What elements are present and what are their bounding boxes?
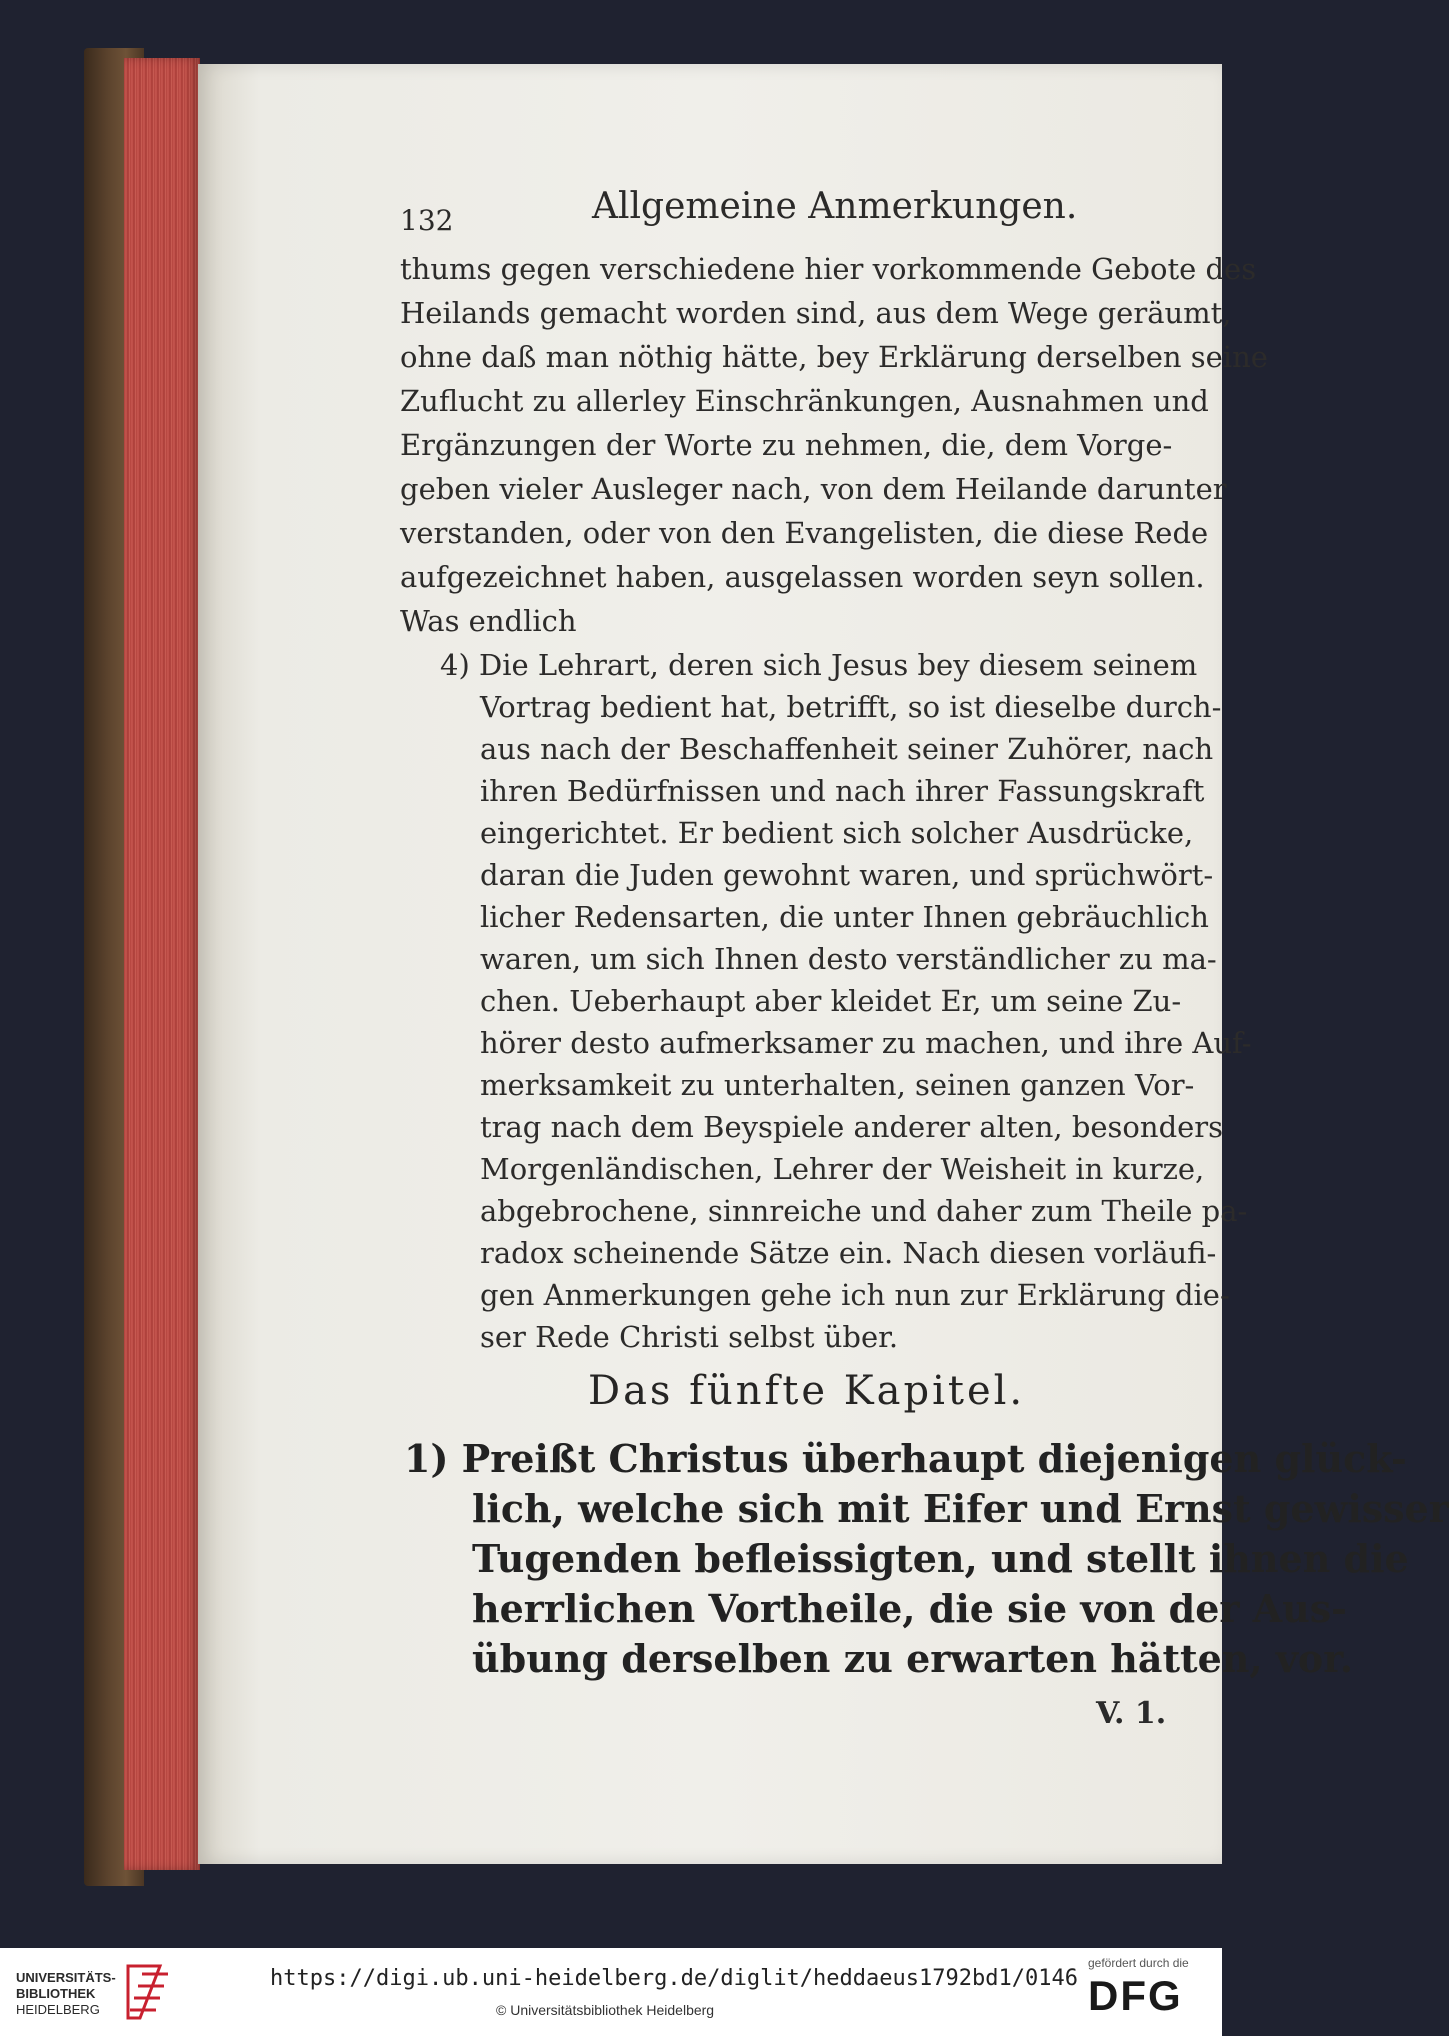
text-line: verstanden, oder von den Evangelisten, die diese Rede [400,516,1209,550]
text-line: 4) Die Lehrart, deren sich Jesus bey diesem seinem [440,648,1198,682]
funding-note: gefördert durch die [1088,1956,1189,1970]
text-line: aufgezeichnet haben, ausgelassen worden seyn sollen. [400,560,1205,594]
text-line: Vortrag bedient hat, betrifft, so ist dieselbe durch- [480,690,1222,724]
text-line: eingerichtet. Er bedient sich solcher Ausdrücke, [480,816,1194,850]
logo-line: HEIDELBERG [16,2002,100,2017]
text-line: ohne daß man nöthig hätte, bey Erklärung derselben seine [400,340,1268,374]
catchword: V. 1. [1096,1696,1167,1731]
text-line: Heilands gemacht worden sind, aus dem Wege geräumt, [400,296,1232,330]
library-emblem-icon [122,1964,176,2020]
text-line: Zuflucht zu allerley Einschränkungen, Ausnahmen und [400,384,1209,418]
text-line: Was endlich [400,604,577,638]
text-line: übung derselben zu erwarten hätten, vor. [472,1636,1354,1681]
logo-line: UNIVERSITÄTS- [16,1970,116,1985]
library-logo[interactable] [16,1962,176,2022]
dfg-logo[interactable]: DFG [1088,1972,1183,2019]
page-number: 132 [400,204,454,237]
text-line: trag nach dem Beyspiele anderer alten, besonders [480,1110,1224,1144]
text-line: merksamkeit zu unterhalten, seinen ganzen Vor- [480,1068,1195,1102]
copyright-notice: © Universitätsbibliothek Heidelberg [496,2002,715,2018]
text-line: gen Anmerkungen gehe ich nun zur Erklärung die- [480,1278,1230,1312]
text-line: herrlichen Vortheile, die sie von der Aus- [472,1586,1347,1631]
red-page-edges [124,58,200,1870]
running-head: Allgemeine Anmerkungen. [592,186,1078,227]
text-line: geben vieler Ausleger nach, von dem Heilande darunter [400,472,1227,506]
text-line: Morgenländischen, Lehrer der Weisheit in kurze, [480,1152,1205,1186]
text-line: 1) Preißt Christus überhaupt diejenigen glück- [404,1436,1407,1481]
text-line: radox scheinende Sätze ein. Nach diesen vorläufi- [480,1236,1217,1270]
text-line: Tugenden befleissigten, und stellt ihnen die [472,1536,1409,1581]
text-line: aus nach der Beschaffenheit seiner Zuhörer, nach [480,732,1214,766]
text-line: waren, um sich Ihnen desto verständlicher zu ma- [480,942,1217,976]
text-line: Ergänzungen der Worte zu nehmen, die, dem Vorge- [400,428,1173,462]
text-line: daran die Juden gewohnt waren, und sprüchwört- [480,858,1214,892]
chapter-title: Das fünfte Kapitel. [588,1368,1026,1414]
text-line: licher Redensarten, die unter Ihnen gebräuchlich [480,900,1209,934]
text-line: thums gegen verschiedene hier vorkommende Gebote des [400,252,1257,286]
footer-bar [0,1948,1222,2036]
text-line: lich, welche sich mit Eifer und Ernst gewisser [472,1486,1449,1531]
text-line: abgebrochene, sinnreiche und daher zum Theile pa- [480,1194,1248,1228]
text-line: ihren Bedürfnissen und nach ihrer Fassungskraft [480,774,1205,808]
text-line: chen. Ueberhaupt aber kleidet Er, um seine Zu- [480,984,1182,1018]
permalink-url[interactable]: https://digi.ub.uni-heidelberg.de/diglit/heddaeus1792bd1/0146 [270,1966,1078,1991]
text-line: hörer desto aufmerksamer zu machen, und ihre Auf- [480,1026,1252,1060]
logo-line: BIBLIOTHEK [16,1986,96,2001]
text-line: ser Rede Christi selbst über. [480,1320,899,1354]
